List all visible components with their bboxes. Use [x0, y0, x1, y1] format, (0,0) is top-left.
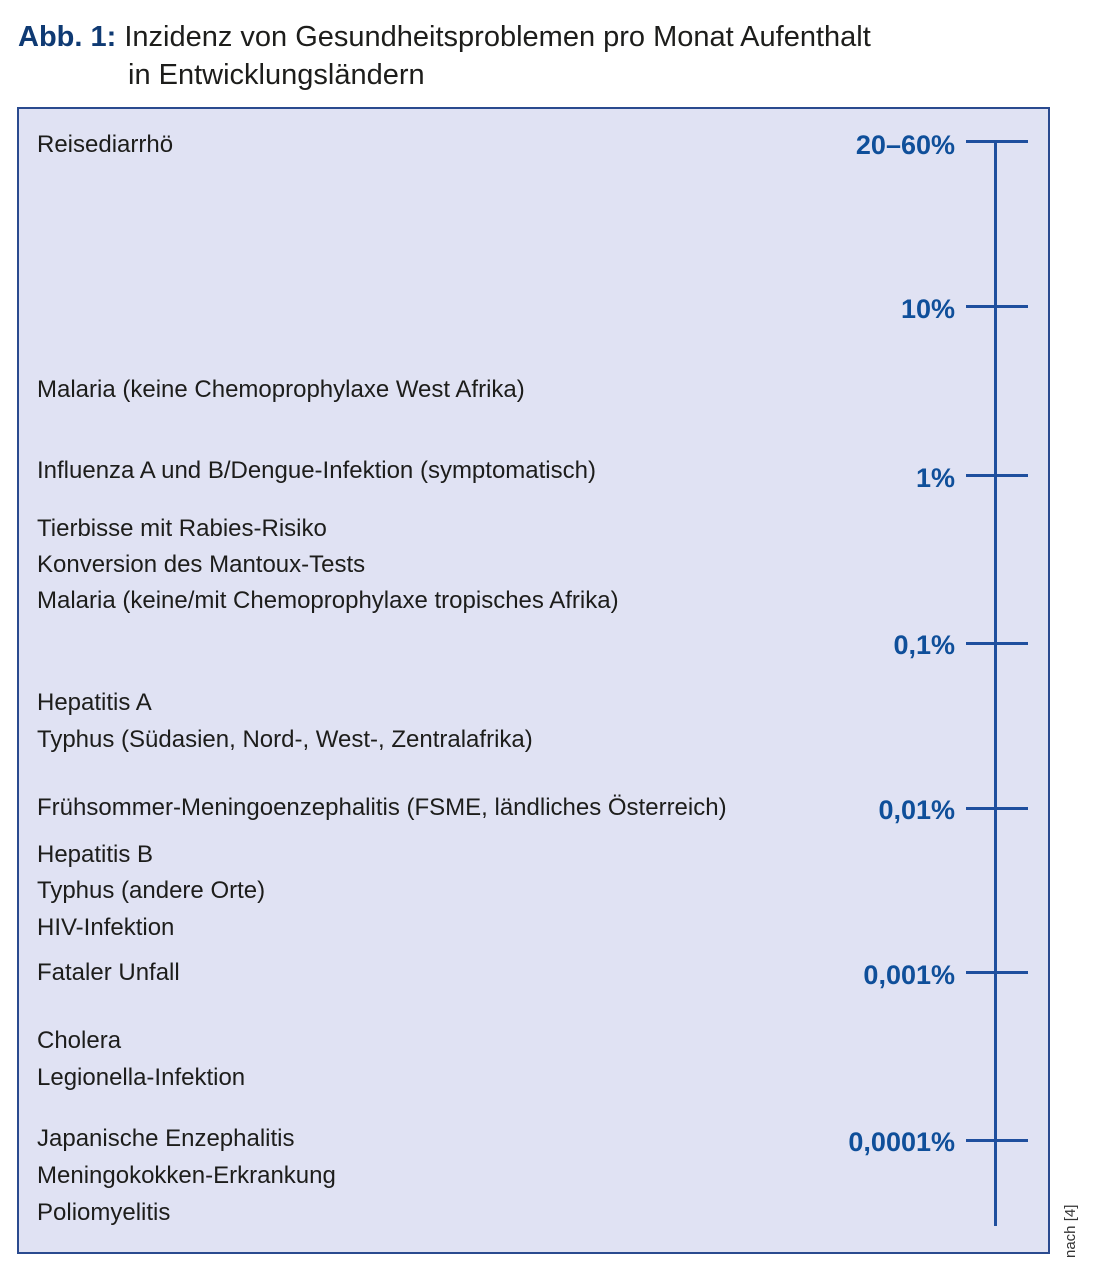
item-hepatitis-a: Hepatitis A — [37, 689, 152, 716]
figure-title — [18, 18, 871, 94]
source-note: nach [4] — [1062, 1204, 1079, 1258]
item-typhus-andere: Typhus (andere Orte) — [37, 877, 266, 904]
scale-label-0-1: 0,1% — [893, 630, 955, 660]
title-text-1: Inzidenz von Gesundheitsproblemen pro Monat Aufenthalt — [124, 21, 871, 53]
scale-label-0-0001: 0,0001% — [848, 1127, 955, 1157]
item-reisediarrhoe: Reisediarrhö — [37, 131, 174, 158]
item-tierbisse: Tierbisse mit Rabies-Risiko — [37, 515, 327, 542]
scale-tick-0-001 — [966, 971, 1028, 974]
scale-tick-10 — [966, 305, 1028, 308]
scale-label-0-001: 0,001% — [863, 960, 955, 990]
title-line-1 — [18, 18, 871, 56]
scale-label-20-60: 20–60% — [855, 130, 955, 160]
item-fataler-unfall: Fataler Unfall — [37, 959, 180, 986]
item-hiv: HIV-Infektion — [37, 914, 175, 941]
item-influenza-dengue: Influenza A und B/Dengue-Infektion (symptomatisch) — [37, 457, 596, 484]
title-line-2: in Entwicklungsländern — [128, 59, 425, 91]
item-poliomyelitis: Poliomyelitis — [37, 1199, 171, 1226]
scale-tick-0-01 — [966, 807, 1028, 810]
scale-tick-1 — [966, 474, 1028, 477]
item-malaria-tropisches-afrika: Malaria (keine/mit Chemoprophylaxe tropisches Afrika) — [37, 587, 619, 614]
figure-prefix: Abb. 1: — [18, 21, 117, 53]
item-cholera: Cholera — [37, 1027, 122, 1054]
item-malaria-west-afrika: Malaria (keine Chemoprophylaxe West Afrika) — [37, 376, 525, 403]
item-meningokokken: Meningokokken-Erkrankung — [37, 1162, 336, 1189]
scale-axis-line — [994, 140, 997, 1226]
scale-tick-20-60 — [966, 140, 1028, 143]
item-legionella: Legionella-Infektion — [37, 1064, 246, 1091]
scale-label-10: 10% — [900, 294, 955, 324]
item-hepatitis-b: Hepatitis B — [37, 841, 154, 868]
scale-tick-0-1 — [966, 642, 1028, 645]
item-mantoux: Konversion des Mantoux-Tests — [37, 551, 366, 578]
scale-label-1: 1% — [915, 463, 955, 493]
item-typhus-suedasien: Typhus (Südasien, Nord-, West-, Zentralafrika) — [37, 726, 533, 753]
scale-tick-0-0001 — [966, 1139, 1028, 1142]
scale-label-0-01: 0,01% — [878, 795, 955, 825]
item-fsme: Frühsommer-Meningoenzephalitis (FSME, ländliches Österreich) — [37, 794, 727, 821]
item-japanische-enzephalitis: Japanische Enzephalitis — [37, 1125, 295, 1152]
